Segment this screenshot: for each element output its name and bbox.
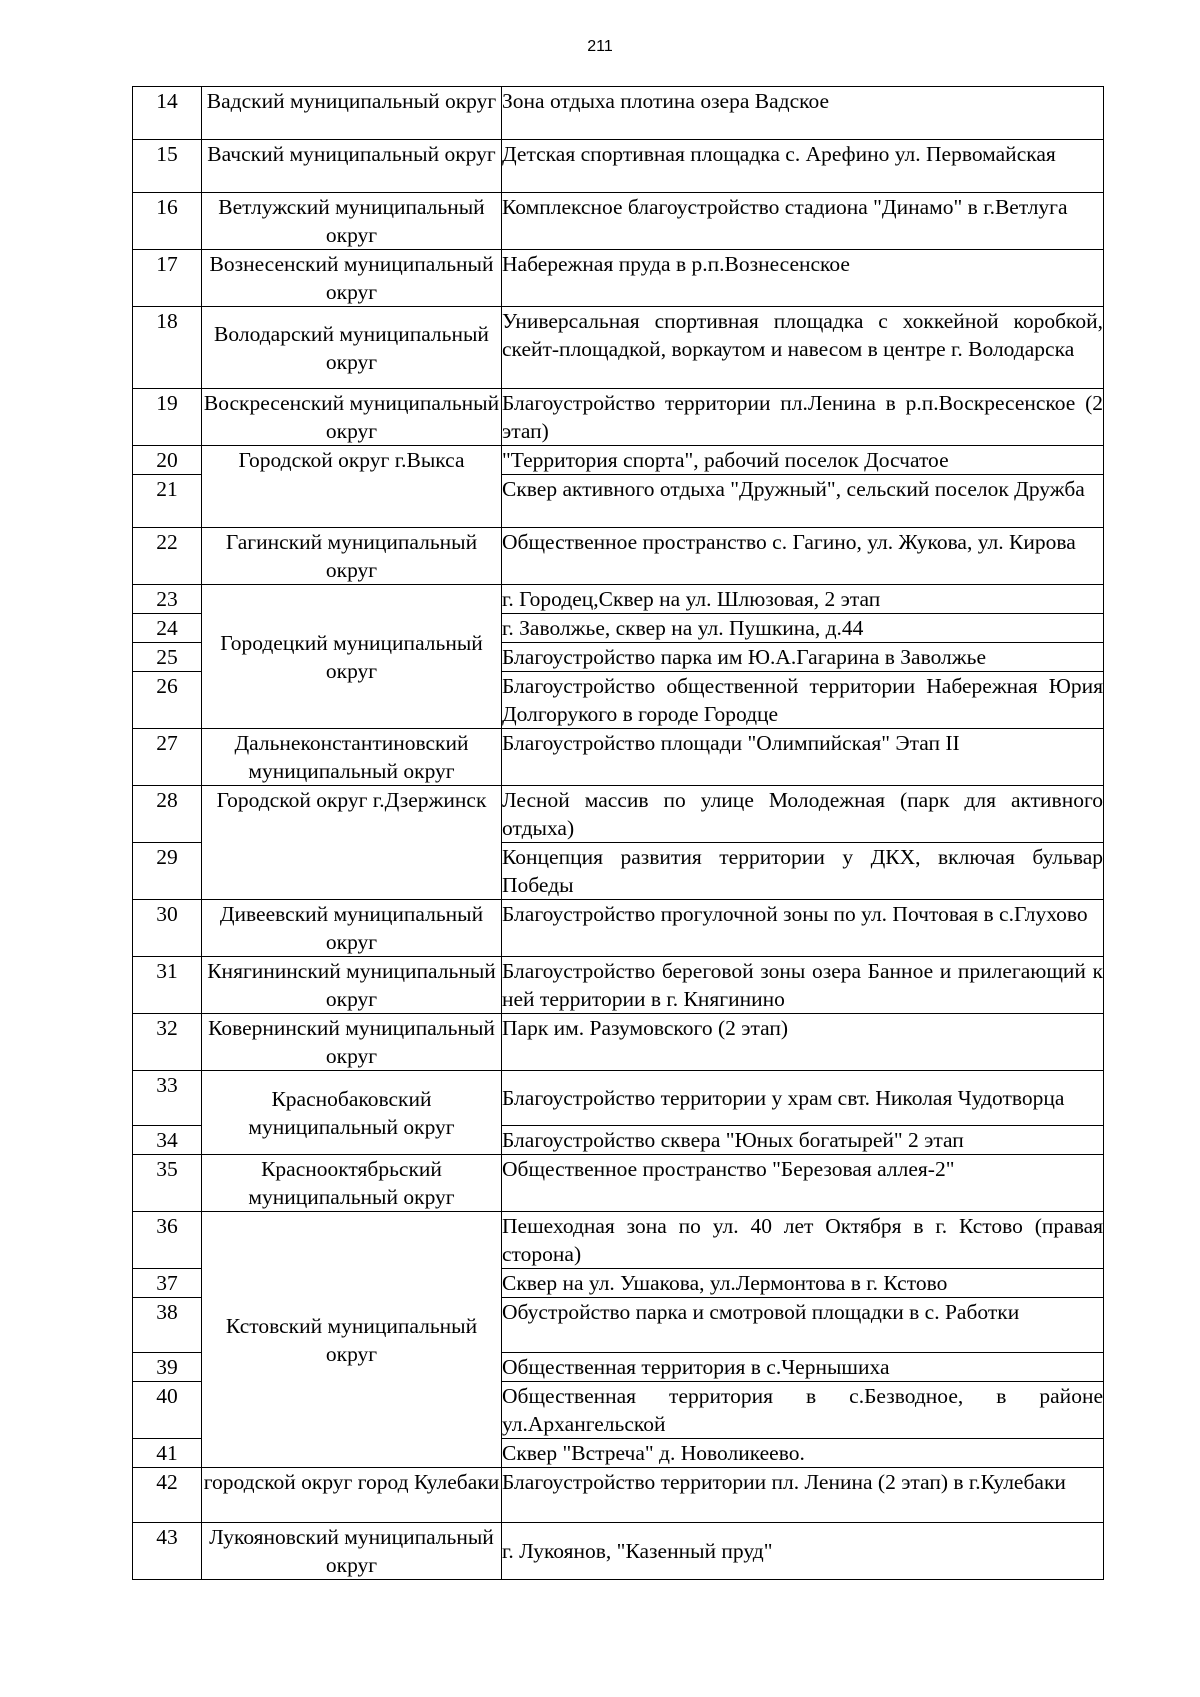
project-cell: Пешеходная зона по ул. 40 лет Октября в г. Кстово (правая сторона) <box>502 1212 1104 1269</box>
project-cell: Универсальная спортивная площадка с хоккейной коробкой, скейт-площадкой, воркаутом и навесом в центре г. Володарска <box>502 307 1104 389</box>
project-cell: Благоустройство площади "Олимпийская" Этап II <box>502 729 1104 786</box>
row-number: 33 <box>133 1071 202 1126</box>
row-number: 42 <box>133 1468 202 1523</box>
municipality-cell: городской округ город Кулебаки <box>202 1468 502 1523</box>
table-row <box>133 446 1104 475</box>
table-row <box>133 389 1104 446</box>
row-number: 37 <box>133 1269 202 1298</box>
table-row <box>133 1014 1104 1071</box>
row-number: 25 <box>133 643 202 672</box>
project-cell: Сквер активного отдыха "Дружный", сельский поселок Дружба <box>502 475 1104 528</box>
municipality-cell: Краснобаковский муниципальный округ <box>202 1071 502 1155</box>
row-number: 18 <box>133 307 202 389</box>
table-row <box>133 1212 1104 1269</box>
table-row <box>133 1155 1104 1212</box>
row-number: 39 <box>133 1353 202 1382</box>
row-number: 43 <box>133 1523 202 1580</box>
municipality-cell: Городской округ г.Выкса <box>202 446 502 528</box>
table-row <box>133 87 1104 140</box>
project-cell: г. Заволжье, сквер на ул. Пушкина, д.44 <box>502 614 1104 643</box>
project-cell: Сквер "Встреча" д. Новоликеево. <box>502 1439 1104 1468</box>
table-row <box>133 250 1104 307</box>
project-cell: Парк им. Разумовского (2 этап) <box>502 1014 1104 1071</box>
table-row <box>133 193 1104 250</box>
municipality-cell: Лукояновский муниципальный округ <box>202 1523 502 1580</box>
table-row <box>133 786 1104 843</box>
municipality-cell: Ветлужский муниципальный округ <box>202 193 502 250</box>
table-row <box>133 585 1104 614</box>
municipality-cell: Дальнеконстантиновский муниципальный округ <box>202 729 502 786</box>
page-number: 211 <box>587 38 613 55</box>
table-row <box>133 1523 1104 1580</box>
table-row <box>133 900 1104 957</box>
row-number: 27 <box>133 729 202 786</box>
municipality-cell: Кстовский муниципальный округ <box>202 1212 502 1468</box>
project-cell: Зона отдыха плотина озера Вадское <box>502 87 1104 140</box>
municipality-cell: Вадский муниципальный округ <box>202 87 502 140</box>
row-number: 20 <box>133 446 202 475</box>
project-cell: Общественное пространство с. Гагино, ул. Жукова, ул. Кирова <box>502 528 1104 585</box>
row-number: 34 <box>133 1126 202 1155</box>
table-row <box>133 1468 1104 1523</box>
project-cell: Благоустройство территории у храм свт. Николая Чудотворца <box>502 1071 1104 1126</box>
row-number: 15 <box>133 140 202 193</box>
project-cell: Благоустройство береговой зоны озера Банное и прилегающий к ней территории в г. Княгинино <box>502 957 1104 1014</box>
project-cell: Концепция развития территории у ДКХ, включая бульвар Победы <box>502 843 1104 900</box>
project-cell: Комплексное благоустройство стадиона "Динамо" в г.Ветлуга <box>502 193 1104 250</box>
municipality-cell: Гагинский муниципальный округ <box>202 528 502 585</box>
municipality-cell: Вознесенский муниципальный округ <box>202 250 502 307</box>
project-cell: Благоустройство прогулочной зоны по ул. Почтовая в с.Глухово <box>502 900 1104 957</box>
municipality-cell: Дивеевский муниципальный округ <box>202 900 502 957</box>
row-number: 38 <box>133 1298 202 1353</box>
project-cell: Благоустройство территории пл.Ленина в р.п.Воскресенское (2 этап) <box>502 389 1104 446</box>
municipality-cell: Городской округ г.Дзержинск <box>202 786 502 900</box>
row-number: 14 <box>133 87 202 140</box>
project-cell: Благоустройство парка им Ю.А.Гагарина в Заволжье <box>502 643 1104 672</box>
row-number: 16 <box>133 193 202 250</box>
municipality-cell: Городецкий муниципальный округ <box>202 585 502 729</box>
project-cell: Общественная территория в с.Безводное, в районе ул.Архангельской <box>502 1382 1104 1439</box>
row-number: 26 <box>133 672 202 729</box>
row-number: 31 <box>133 957 202 1014</box>
municipality-cell: Княгининский муниципальный округ <box>202 957 502 1014</box>
row-number: 21 <box>133 475 202 528</box>
row-number: 19 <box>133 389 202 446</box>
table-row <box>133 957 1104 1014</box>
municipality-cell: Воскресенский муниципальный округ <box>202 389 502 446</box>
table-row <box>133 528 1104 585</box>
row-number: 41 <box>133 1439 202 1468</box>
row-number: 17 <box>133 250 202 307</box>
project-cell: Общественное пространство "Березовая аллея-2" <box>502 1155 1104 1212</box>
municipality-cell: Ковернинский муниципальный округ <box>202 1014 502 1071</box>
municipality-cell: Краснооктябрьский муниципальный округ <box>202 1155 502 1212</box>
row-number: 22 <box>133 528 202 585</box>
project-cell: г. Городец,Сквер на ул. Шлюзовая, 2 этап <box>502 585 1104 614</box>
row-number: 30 <box>133 900 202 957</box>
row-number: 35 <box>133 1155 202 1212</box>
project-cell: Общественная территория в с.Чернышиха <box>502 1353 1104 1382</box>
row-number: 24 <box>133 614 202 643</box>
project-cell: г. Лукоянов, "Казенный пруд" <box>502 1523 1104 1580</box>
project-cell: Благоустройство общественной территории Набережная Юрия Долгорукого в городе Городце <box>502 672 1104 729</box>
row-number: 23 <box>133 585 202 614</box>
municipal-projects-table <box>132 86 1104 1580</box>
row-number: 28 <box>133 786 202 843</box>
project-cell: Лесной массив по улице Молодежная (парк для активного отдыха) <box>502 786 1104 843</box>
project-cell: Набережная пруда в р.п.Вознесенское <box>502 250 1104 307</box>
row-number: 40 <box>133 1382 202 1439</box>
project-cell: Сквер на ул. Ушакова, ул.Лермонтова в г. Кстово <box>502 1269 1104 1298</box>
project-cell: Детская спортивная площадка с. Арефино ул. Первомайская <box>502 140 1104 193</box>
project-cell: Благоустройство территории пл. Ленина (2 этап) в г.Кулебаки <box>502 1468 1104 1523</box>
row-number: 29 <box>133 843 202 900</box>
table-row <box>133 729 1104 786</box>
table-row <box>133 307 1104 389</box>
municipality-cell: Володарский муниципальный округ <box>202 307 502 389</box>
row-number: 32 <box>133 1014 202 1071</box>
table-row <box>133 140 1104 193</box>
project-cell: "Территория спорта", рабочий поселок Досчатое <box>502 446 1104 475</box>
row-number: 36 <box>133 1212 202 1269</box>
table-row <box>133 1071 1104 1126</box>
project-cell: Обустройство парка и смотровой площадки в с. Работки <box>502 1298 1104 1353</box>
project-cell: Благоустройство сквера "Юных богатырей" 2 этап <box>502 1126 1104 1155</box>
municipality-cell: Вачский муниципальный округ <box>202 140 502 193</box>
